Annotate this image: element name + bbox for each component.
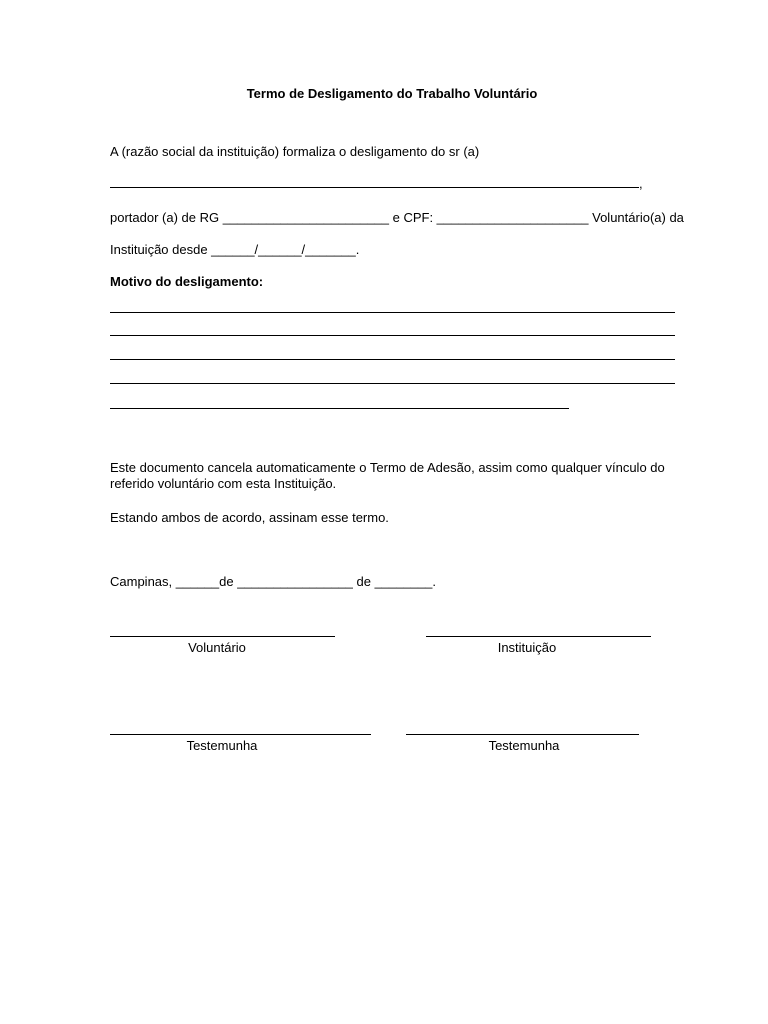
place-date-line: Campinas, ______de ________________ de ________. (110, 574, 437, 589)
agreement-text: Estando ambos de acordo, assinam esse termo. (110, 510, 389, 525)
volunteer-signature-line (110, 636, 335, 637)
witness-1-signature-label: Testemunha (186, 738, 258, 753)
volunteer-signature-label: Voluntário (188, 640, 246, 655)
name-line-comma: , (639, 176, 643, 191)
witness-2-signature-label: Testemunha (488, 738, 560, 753)
institution-signature-label: Instituição (497, 640, 557, 655)
cancel-paragraph-line-1: Este documento cancela automaticamente o Termo de Adesão, assim como qualquer vínculo do (110, 460, 665, 475)
reason-blank-line-3 (110, 359, 675, 360)
reason-blank-line-2 (110, 335, 675, 336)
start-date-line: Instituição desde ______/______/_______. (110, 242, 360, 257)
document-title: Termo de Desligamento do Trabalho Voluntário (246, 86, 538, 101)
cancel-paragraph-line-2: referido voluntário com esta Instituição. (110, 476, 337, 491)
institution-signature-line (426, 636, 651, 637)
reason-blank-line-4 (110, 383, 675, 384)
name-blank-line (110, 187, 639, 188)
reason-heading: Motivo do desligamento: (110, 274, 264, 289)
id-documents-line: portador (a) de RG _______________________ e CPF: _____________________ Voluntário(a) da (110, 210, 684, 225)
witness-1-signature-line (110, 734, 371, 735)
witness-2-signature-line (406, 734, 639, 735)
intro-text: A (razão social da instituição) formaliza o desligamento do sr (a) (110, 144, 480, 159)
reason-blank-line-5 (110, 408, 569, 409)
reason-blank-line-1 (110, 312, 675, 313)
